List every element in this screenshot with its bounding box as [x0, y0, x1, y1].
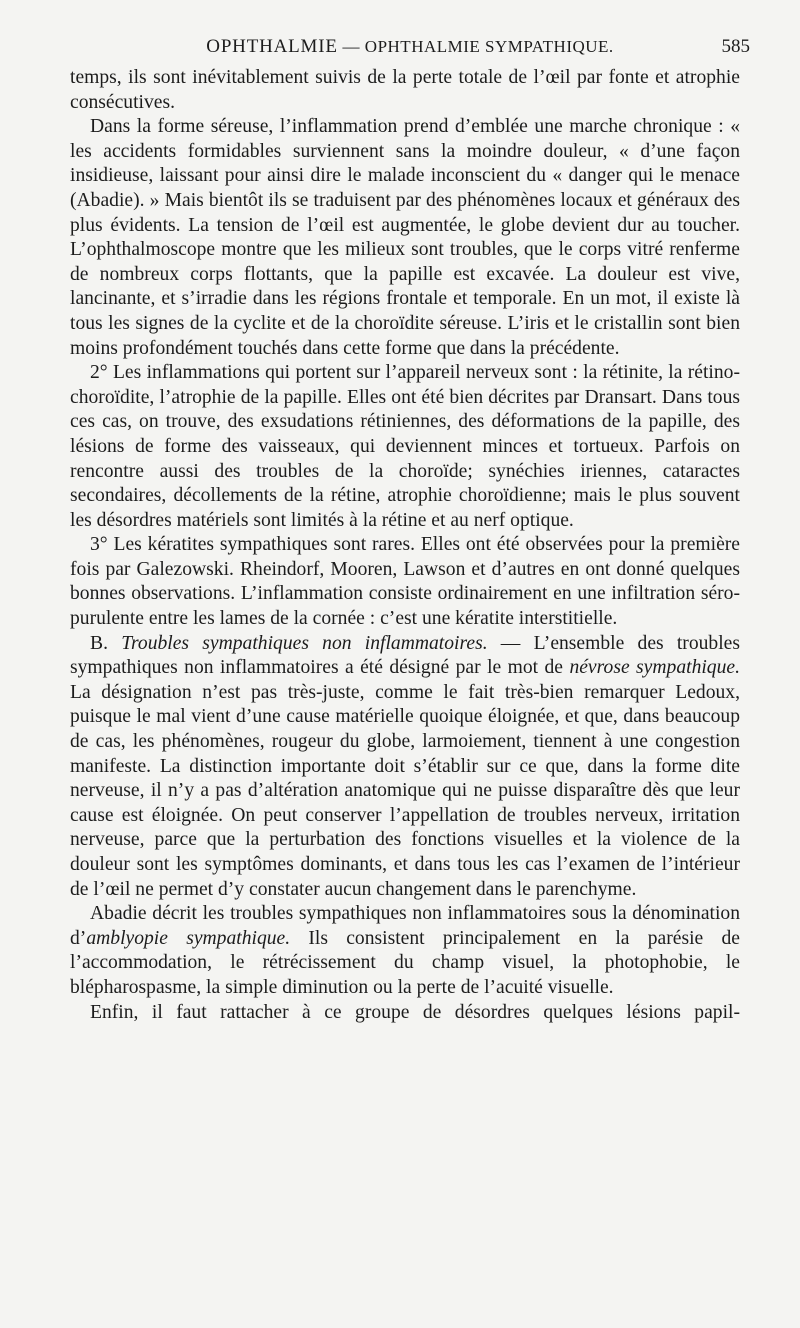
paragraph-keratites: 3° Les kératites sympathiques sont rares. Elles ont été observées pour la première fois par Galezowski. Rheindorf, Mooren, Lawson et d’autres en ont donné quelques bonnes observations. L’inflammation consiste ordinairement en une infiltration séro-purulente entre les lames de la cornée : c’est une kératite interstitielle. — [70, 534, 740, 630]
running-title — [70, 36, 750, 58]
paragraph-text: Abadie décrit les troubles sympathiques non inflammatoires sous la dénomination d’ — [70, 903, 740, 949]
running-title-sub: OPHTHALMIE SYMPATHIQUE. — [364, 37, 614, 56]
paragraph-text: — L’ensemble des troubles sympathiques non inflammatoires a été désigné par le mot de — [70, 632, 740, 679]
term-amblyopie-sympathique: amblyopie sympathique. — [86, 927, 291, 949]
paragraph-forme-sereuse: Dans la forme séreuse, l’inflammation prend d’emblée une marche chronique : « les accidents formidables surviennent sans la moindre douleur, « d’une façon insidieuse, laissant pour ainsi dire le malade inconscient du « danger qui le menace (Abadie). » Mais bientôt ils se traduisent par des phénomènes locaux et généraux des plus évidents. La tension de l’œil est augmentée, le globe devient dur au toucher. L’ophthalmoscope montre que les milieux sont troubles, que le corps vitré renferme de nombreux corps flottants, que la papille est excavée. La douleur est vive, lancinante, et s’irradie dans les régions frontale et temporale. En un mot, il existe là tous les signes de la cyclite et de la choroïdite séreuse. L’iris et le cristallin sont bien moins profondément touchés dans cette forme que dans la précédente. — [70, 116, 740, 359]
paragraph-text-rest: Ils consistent principalement en la parésie de l’accommodation, le rétrécissement du champ visuel, la photophobie, le blépharospasme, la simple diminution ou la perte de l’acuité visuelle. — [70, 927, 740, 998]
paragraph-continuation: temps, ils sont inévitablement suivis de la perte totale de l’œil par fonte et atrophie consécutives. — [70, 67, 740, 113]
paragraph-appareil-nerveux: 2° Les inflammations qui portent sur l’appareil nerveux sont : la rétinite, la rétino-choroïdite, l’atrophie de la papille. Elles ont été bien décrites par Dransart. Dans tous ces cas, on trouve, des exsudations rétiniennes, des déformations de la papille, des lésions de forme des vaisseaux, qui deviennent minces et tortueux. Parfois on rencontre aussi des troubles de la choroïde; synéchies iriennes, cataractes secondaires, décollements de la rétine, atrophie choroïdienne; mais le plus souvent les désordres matériels sont limités à la rétine et au nerf optique. — [70, 362, 740, 531]
running-head — [70, 36, 750, 62]
body-text — [70, 66, 740, 1025]
running-title-separator: — — [337, 37, 365, 56]
running-title-main: OPHTHALMIE — [206, 36, 338, 57]
paragraph-enfin: Enfin, il faut rattacher à ce groupe de désordres quelques lésions papil- — [90, 1001, 740, 1023]
section-letter: B. — [90, 632, 122, 654]
section-heading: Troubles sympathiques non inflammatoires. — [121, 632, 488, 654]
paragraph-text-rest: La désignation n’est pas très-juste, comme le fait très-bien remarquer Ledoux, puisque le mal vient d’une cause matérielle quoique éloignée, et que, dans beaucoup de cas, les phénomènes, rougeur du globe, larmoiement, tiennent à une congestion manifeste. La distinction importante doit s’établir sur ce que, dans la forme dite nerveuse, il n’y a pas d’altération anatomique qui ne puisse disparaître dès que leur cause est éloignée. On peut conserver l’appellation de troubles nerveux, irritation nerveuse, parce que la perturbation des fonctions visuelles et la violence de la douleur sont les symptômes dominants, et dans tous les cas l’examen de l’intérieur de l’œil ne permet d’y constater aucun changement dans le parenchyme. — [70, 681, 740, 900]
paragraph-troubles-non-inflammatoires — [70, 632, 740, 903]
term-nevrose-sympathique: névrose sympathique. — [569, 657, 740, 679]
page-number: 585 — [721, 36, 750, 57]
paragraph-amblyopie — [70, 902, 740, 1000]
